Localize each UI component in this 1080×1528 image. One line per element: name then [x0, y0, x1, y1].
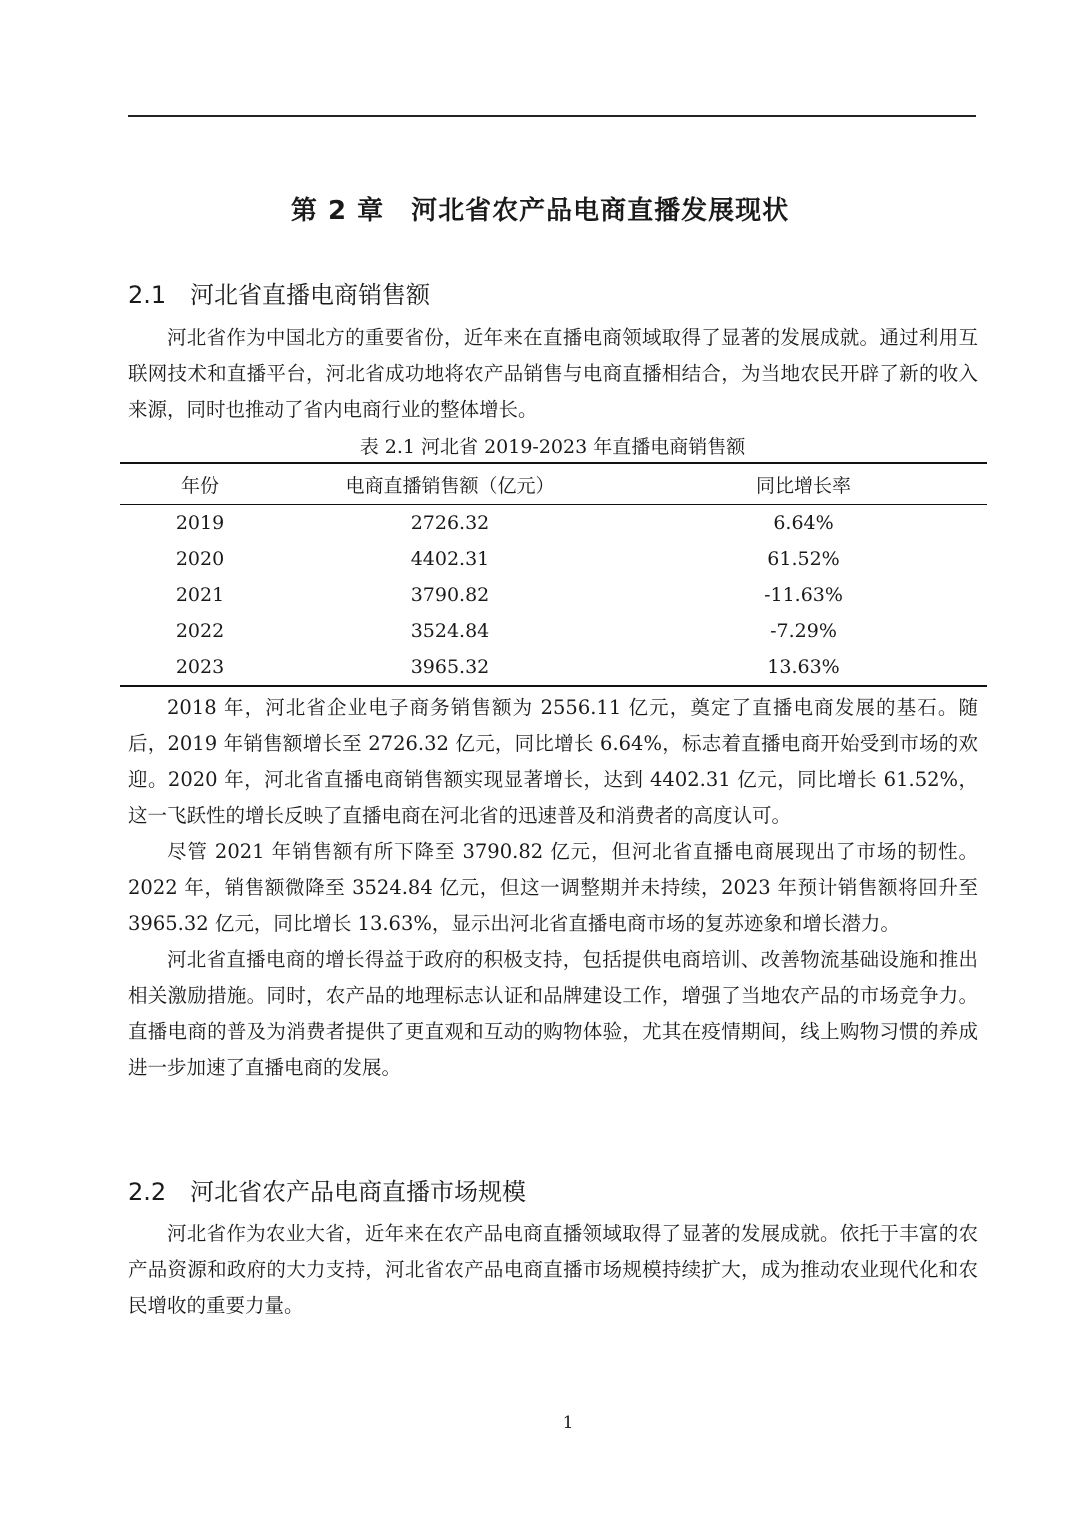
sales-table	[120, 462, 987, 687]
table-header-cell: 同比增长率	[620, 463, 987, 505]
table-row	[120, 649, 987, 686]
section-title: 河北省农产品电商直播市场规模	[190, 1178, 526, 1206]
table-cell: 6.64%	[773, 512, 834, 534]
section-number: 2.1	[128, 281, 167, 309]
table-cell: -7.29%	[770, 620, 837, 642]
table-cell: 61.52%	[767, 548, 840, 570]
table-cell: 2019	[175, 512, 225, 534]
table-header-cell: 电商直播销售额（亿元）	[280, 463, 620, 505]
table-cell: 2020	[175, 548, 225, 570]
table-cell: 2023	[175, 656, 225, 678]
section-number: 2.2	[128, 1178, 167, 1206]
section-1-paragraph-1: 2018 年，河北省企业电子商务销售额为 2556.11 亿元，奠定了直播电商发展的基石。随后，2019 年销售额增长至 2726.32 亿元，同比增长 6.64%，标志着直播电商开始受到市场的欢迎。2020 年，河北省直播电商销售额实现显著增长，达到 4402.31 亿元，同比增长 61.52%，这一飞跃性的增长反映了直播电商在河北省的迅速普及和消费者的高度认可。	[128, 696, 978, 827]
table-cell: 4402.31	[410, 548, 490, 570]
page-number: 1	[562, 1413, 574, 1433]
table-cell: 13.63%	[767, 656, 840, 678]
table-cell: 2021	[175, 584, 225, 606]
table-row	[120, 541, 987, 577]
table-cell: 2726.32	[410, 512, 490, 534]
table-cell: 3790.82	[410, 584, 490, 606]
table-caption: 表 2.1 河北省 2019-2023 年直播电商销售额	[359, 436, 746, 458]
table-cell: 3524.84	[410, 620, 490, 642]
section-1-intro-paragraph: 河北省作为中国北方的重要省份，近年来在直播电商领域取得了显著的发展成就。通过利用互联网技术和直播平台，河北省成功地将农产品销售与电商直播相结合，为当地农民开辟了新的收入来源，同时也推动了省内电商行业的整体增长。	[128, 326, 978, 421]
table-cell: -11.63%	[764, 584, 843, 606]
section-heading-2-2	[128, 1172, 526, 1207]
table-cell: 2022	[175, 620, 225, 642]
section-2-paragraph-1: 河北省作为农业大省，近年来在农产品电商直播领域取得了显著的发展成就。依托于丰富的农产品资源和政府的大力支持，河北省农产品电商直播市场规模持续扩大，成为推动农业现代化和农民增收的重要力量。	[128, 1222, 978, 1317]
table-header-cell: 年份	[120, 463, 280, 505]
table-row	[120, 613, 987, 649]
chapter-title: 第 2 章 河北省农产品电商直播发展现状	[290, 196, 790, 226]
section-title: 河北省直播电商销售额	[190, 281, 430, 309]
table-header-row	[120, 463, 987, 505]
header-rule	[128, 115, 976, 117]
section-1-paragraph-3: 河北省直播电商的增长得益于政府的积极支持，包括提供电商培训、改善物流基础设施和推出相关激励措施。同时，农产品的地理标志认证和品牌建设工作，增强了当地农产品的市场竞争力。直播电商的普及为消费者提供了更直观和互动的购物体验，尤其在疫情期间，线上购物习惯的养成进一步加速了直播电商的发展。	[128, 948, 978, 1079]
section-1-paragraph-2: 尽管 2021 年销售额有所下降至 3790.82 亿元，但河北省直播电商展现出了市场的韧性。2022 年，销售额微降至 3524.84 亿元，但这一调整期并未持续，2023 年预计销售额将回升至 3965.32 亿元，同比增长 13.63%，显示出河北省直播电商市场的复苏迹象和增长潜力。	[128, 840, 978, 935]
table-row	[120, 577, 987, 613]
table-cell: 3965.32	[410, 656, 490, 678]
section-heading-2-1	[128, 275, 430, 310]
table-row	[120, 505, 987, 542]
